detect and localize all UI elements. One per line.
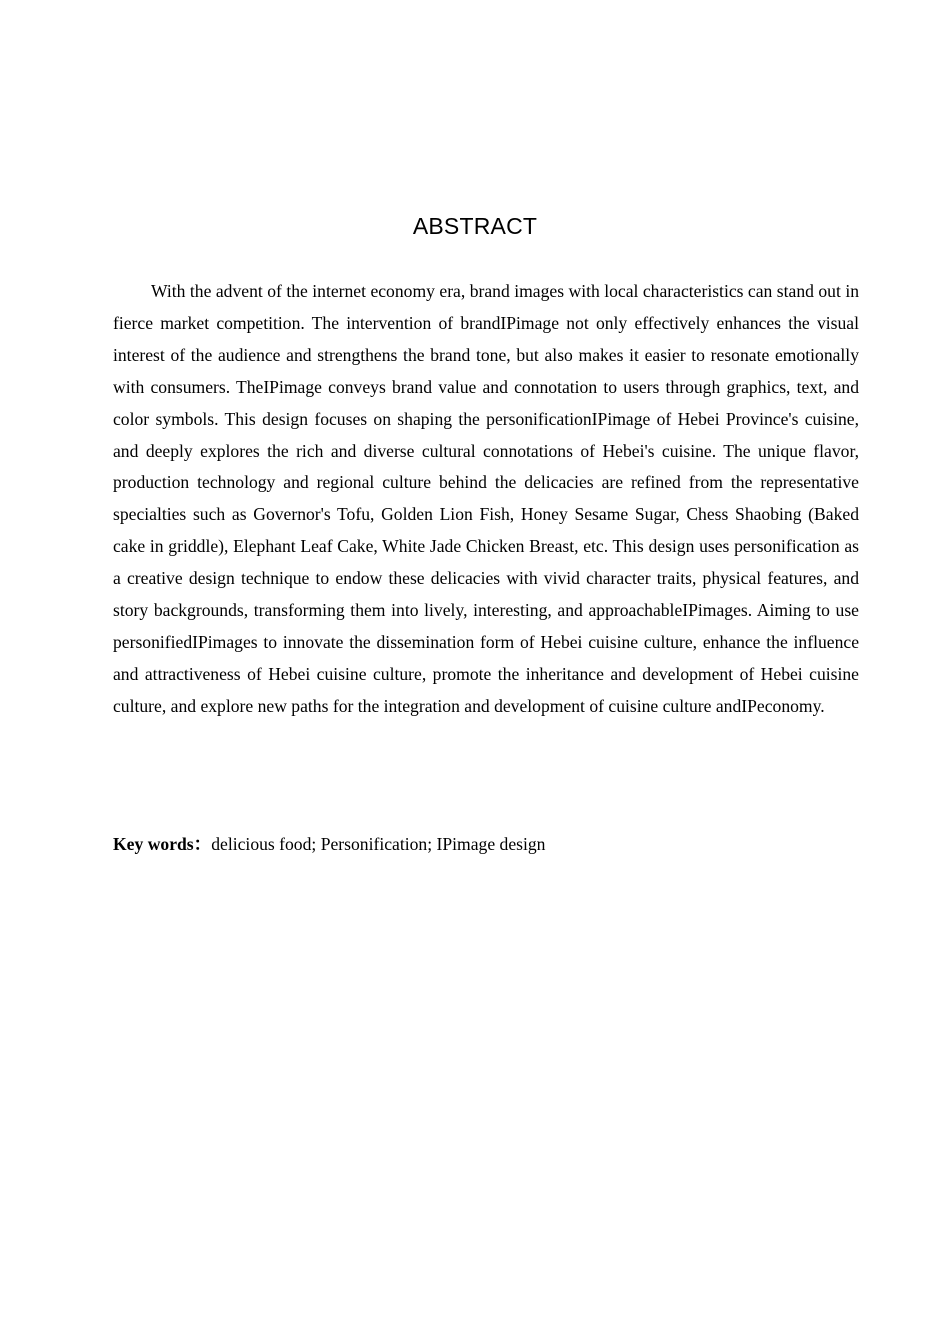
keywords-text: delicious food; Personification; IPimage design bbox=[211, 834, 546, 854]
abstract-title: ABSTRACT bbox=[412, 213, 538, 239]
abstract-body: With the advent of the internet economy era, brand images with local characteristics can stand out in fierce market competition. The intervention of brandIPimage not only effectively enhances the visual interest of the audience and strengthens the brand tone, but also makes it easier to resonate emotionally with consumers. TheIPimage conveys brand value and connotation to users through graphics, text, and color symbols. This design focuses on shaping the personificationIPimage of Hebei Province's cuisine, and deeply explores the rich and diverse cultural connotations of Hebei's cuisine. The unique flavor, production technology and regional culture behind the delicacies are refined from the representative specialties such as Governor's Tofu, Golden Lion Fish, Honey Sesame Sugar, Chess Shaobing (Baked cake in griddle), Elephant Leaf Cake, White Jade Chicken Breast, etc. This design uses personification as a creative design technique to endow these delicacies with vivid character traits, physical features, and story backgrounds, transforming them into lively, interesting, and approachableIPimages. Aiming to use personifiedIPimages to innovate the dissemination form of Hebei cuisine culture, enhance the influence and attractiveness of Hebei cuisine culture, promote the inheritance and development of Hebei cuisine culture, and explore new paths for the integration and development of cuisine culture andIPeconomy. bbox=[113, 281, 859, 716]
keywords-label: Key words： bbox=[113, 834, 212, 854]
keywords-line bbox=[113, 828, 859, 860]
